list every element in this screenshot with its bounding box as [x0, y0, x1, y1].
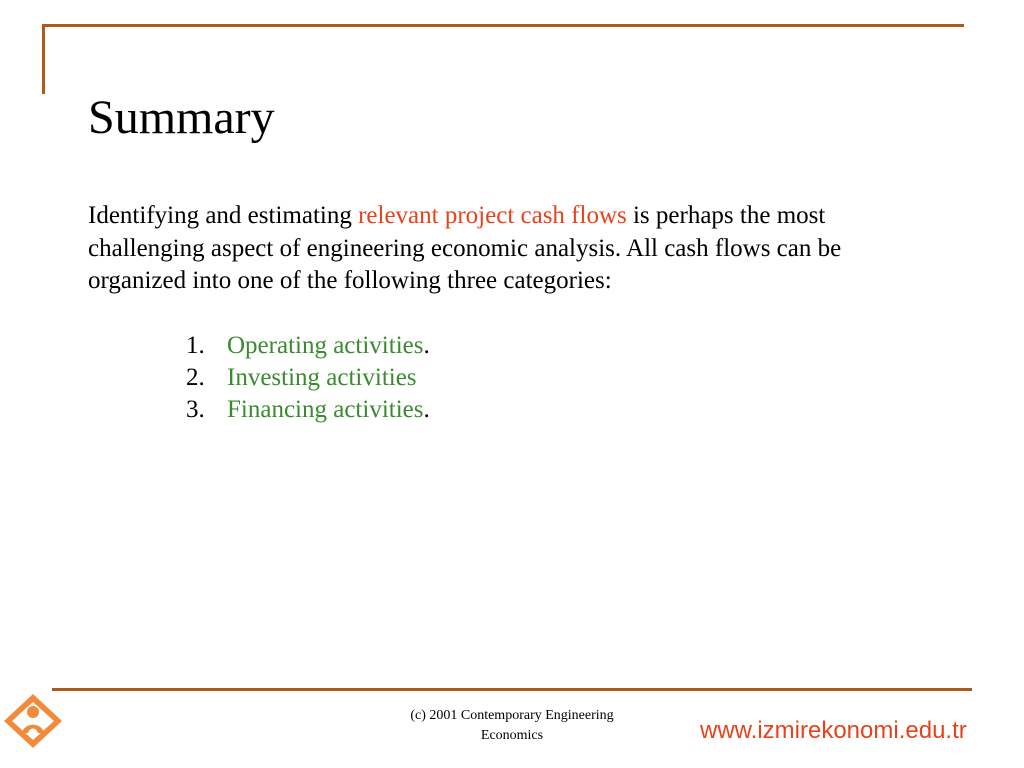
category-item	[186, 362, 430, 394]
cash-flow-categories	[186, 330, 430, 426]
website-url: www.izmirekonomi.edu.tr	[700, 717, 967, 744]
paragraph-text-end: is perhaps the most challenging aspect of engineering economic analysis. All cash flows can be organized into one of the following three categories:	[88, 202, 842, 294]
footer-rule	[52, 688, 972, 691]
category-suffix: .	[423, 396, 430, 423]
copyright-line-2: Economics	[480, 728, 544, 743]
slide-title: Summary	[88, 91, 275, 144]
frame-top-rule	[42, 24, 964, 27]
category-number: 3.	[186, 396, 205, 423]
izmir-ekonomi-logo-icon	[2, 692, 64, 750]
category-label: Operating activities	[227, 332, 424, 359]
copyright-notice	[362, 706, 662, 746]
summary-paragraph	[88, 200, 928, 298]
category-label: Investing activities	[227, 364, 417, 391]
paragraph-highlight: relevant project cash flows	[358, 202, 627, 229]
copyright-line-1: (c) 2001 Contemporary Engineering	[410, 708, 614, 723]
category-number: 2.	[186, 364, 205, 391]
category-item	[186, 394, 430, 426]
category-suffix: .	[423, 332, 430, 359]
category-label: Financing activities	[227, 396, 424, 423]
category-number: 1.	[186, 332, 205, 359]
category-item	[186, 330, 430, 362]
paragraph-text-start: Identifying and estimating	[88, 202, 359, 229]
frame-left-rule	[42, 24, 45, 94]
